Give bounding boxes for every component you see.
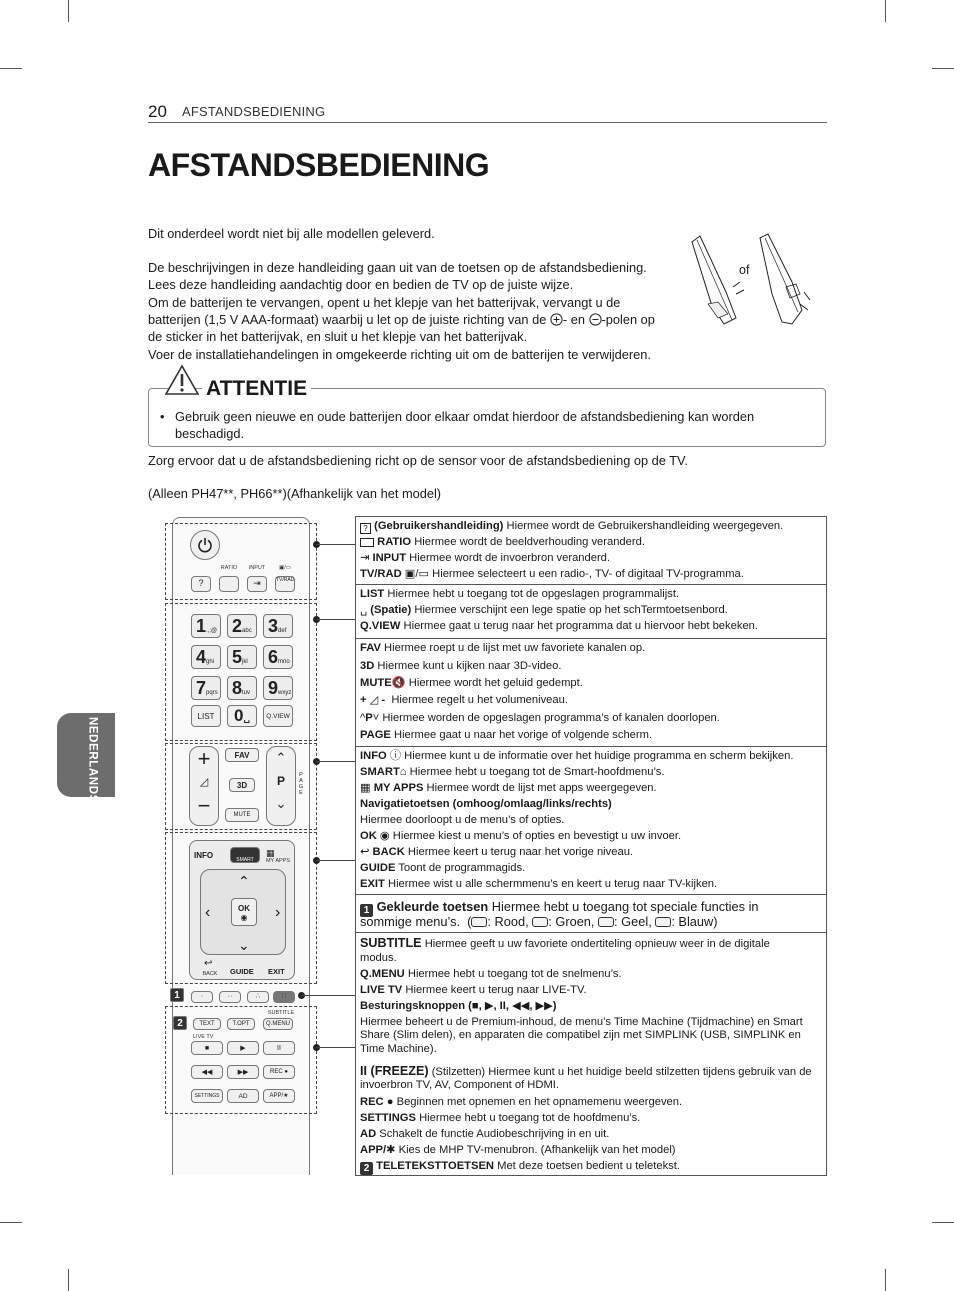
volume-icon: ◿: [369, 694, 379, 706]
minus-pole-icon: [589, 313, 602, 326]
plus-pole-icon: [550, 313, 563, 326]
language-tab: [57, 713, 115, 803]
caution-title: ATTENTIE: [202, 375, 311, 404]
desc-section-bottom: SUBTITLE Hiermee geeft u uw favoriete ondertiteling opnieuw weer in de digitale modus. Q.MENU Hiermee hebt u toegang tot de snelmenu’s. LIVE TV Hiermee keert u terug naar LIVE-TV. Besturingsknoppen (■, ▶, II, ◀◀, ▶▶) Hiermee beheert u de Premium-inhoud, de menu’s Time Machine (Tijdmachine) en Smart Share (Slim delen), en apparaten die compatibel zijn met SIMPLINK (USB, SIMPLINK en Time Machine). II (FREEZE) (Stilzetten) Hiermee kunt u het huidige beeld stilzetten tijdens gebruik van de invoerbron TV, AV, Component of HDMI. REC ● Beginnen met opnemen en het opnamemenu weergeven. SETTINGS Hiermee hebt u toegang tot de hoofdmenu’s. AD Schakelt de functie Audiobeschrijving in en uit. APP/✱ Kies de MHP TV-menubron. (Afhankelijk van het model) 2 TELETEKSTTOETSEN Met deze toetsen bedient u teletekst.: [360, 936, 812, 1174]
3d-icon: 3D: [360, 660, 375, 672]
p-label: P: [276, 774, 285, 788]
qview-button: Q.VIEW: [263, 705, 293, 727]
play-button: ▶: [227, 1041, 259, 1055]
green-key-icon: [532, 917, 548, 927]
page-number: 20: [148, 102, 167, 121]
settings-button: SETTINGS: [191, 1089, 223, 1103]
topt-button: T.OPT: [227, 1018, 255, 1030]
ratio-label: RATIO: [220, 565, 238, 571]
blue-key-icon: [655, 917, 671, 927]
forward-button: ▶▶: [227, 1065, 259, 1079]
model-note: (Alleen PH47**, PH66**)(Afhankelijk van het model): [148, 486, 442, 501]
program-rocker: ⌃ P ⌄: [266, 746, 296, 826]
desc-section-colored: 1 Gekleurde toetsen Hiermee hebt u toegang tot speciale functies in sommige menu’s. ( : Rood, : Groen, : Geel, : Blauw): [356, 895, 826, 933]
green-button: ··: [219, 991, 241, 1003]
yellow-key-icon: [598, 917, 614, 927]
number-key-digit: 2: [232, 616, 243, 636]
callout-group-bottom: [165, 1006, 317, 1114]
intro-text: batterijen (1,5 V AAA-formaat) waarbij u let op de juiste richting van de: [148, 312, 547, 327]
ok-icon: ◉: [379, 830, 390, 842]
number-key-digit: 3: [268, 616, 279, 636]
number-key-digit: 5: [232, 647, 243, 667]
crop-mark: [885, 0, 886, 22]
up-icon: ^: [360, 712, 366, 724]
number-key-letters: ghi: [206, 659, 215, 665]
battery-cover-illustration: [688, 232, 828, 332]
callout-group-volume: [165, 743, 317, 830]
intro-line: de sticker in het batterijvak, en sluit u het klepje van het batterijvak.: [148, 329, 528, 344]
stop-button: ■: [191, 1041, 223, 1055]
back-icon: ↩: [204, 958, 213, 969]
help-icon: ?: [360, 523, 371, 534]
pause-button: II: [263, 1041, 295, 1055]
button-description-table: [355, 516, 827, 1176]
3d-button: 3D: [229, 778, 255, 792]
red-key-icon: [471, 917, 487, 927]
marker-1: 1: [170, 988, 184, 1002]
desc-section-top: ? (Gebruikershandleiding) Hiermee wordt de Gebruikershandleiding weergegeven. RATIO Hiermee wordt de beeldverhouding veranderd. ⇥ INPUT Hiermee wordt de invoerbron veranderd. TV/RAD ▣/▭ Hiermee selecteert u een radio-, TV- of digitaal TV-programma.: [356, 517, 826, 585]
callout-group-navigation: [165, 832, 317, 984]
tv-icon: ▣/▭: [404, 568, 430, 580]
my-apps-icon: ▦: [266, 848, 275, 858]
input-icon: ⇥: [360, 552, 370, 564]
yellow-button: ∴: [247, 991, 269, 1003]
up-arrow-icon: ⌃: [238, 873, 250, 889]
app-button: APP/★: [263, 1089, 295, 1103]
intro-line: Lees deze handleiding aandachtig door en bedien de TV op de juiste wijze.: [148, 277, 574, 292]
rewind-button: ◀◀: [191, 1065, 223, 1079]
smart-label: SMART: [236, 857, 254, 863]
mute-button: MUTE: [225, 808, 259, 822]
my-apps-label: MY APPS: [265, 858, 291, 864]
callout-group-numbers: [165, 603, 317, 741]
back-icon: ↩: [360, 846, 370, 858]
number-key-letters: pqrs: [206, 690, 218, 696]
bullet: •: [160, 410, 165, 424]
language-tab-label: NEDERLANDS: [86, 717, 99, 803]
number-key-letters: jkl: [242, 659, 248, 665]
list-button: LIST: [191, 705, 221, 727]
intro-line: Voer de installatiehandelingen in omgekeerde richting uit om de batterijen te verwijderen.: [148, 347, 651, 362]
info-icon: ⓘ: [389, 750, 402, 762]
page-header: [148, 100, 827, 123]
aim-instruction: Zorg ervoor dat u de afstandsbediening richt op de sensor voor de afstandsbediening op de TV.: [148, 453, 688, 468]
app-label: APP/: [269, 1093, 284, 1099]
crop-mark: [68, 0, 69, 22]
callout-group-top: [165, 523, 317, 600]
back-label: BACK: [202, 971, 218, 977]
left-arrow-icon: ‹: [205, 904, 211, 921]
number-key-letters: mno: [278, 659, 290, 665]
intro-text: - en: [562, 312, 585, 327]
help-button: ?: [191, 576, 211, 592]
or-label: of: [739, 263, 750, 277]
ok-button: OK ◉: [231, 898, 257, 926]
home-icon: ⌂: [399, 766, 407, 778]
red-button: ·: [191, 991, 213, 1003]
right-arrow-icon: ›: [275, 904, 281, 921]
number-key-letters: wxyz: [278, 690, 292, 696]
subtitle-label: SUBTITLE: [267, 1010, 295, 1016]
apps-grid-icon: ▦: [360, 782, 371, 794]
volume-rocker: + ◿ −: [189, 746, 219, 826]
number-key-letters: .,;@: [206, 628, 218, 634]
warning-icon: [164, 364, 200, 396]
number-key-digit: 7: [196, 678, 207, 698]
number-key-digit: 9: [268, 678, 279, 698]
crop-mark: [0, 68, 22, 69]
text-button: TEXT: [193, 1018, 221, 1030]
space-icon: ␣: [360, 604, 368, 616]
running-title: AFSTANDSBEDIENING: [182, 104, 326, 119]
desc-section-list: LIST Hiermee hebt u toegang tot de opgeslagen programmalijst. ␣ (Spatie) Hiermee verschijnt een lege spatie op het schTermtoetsenbord. Q.VIEW Hiermee gaat u terug naar het programma dat u hiervoor hebt bekeken.: [356, 585, 826, 639]
intro-line: Dit onderdeel wordt niet bij alle modellen geleverd.: [148, 226, 435, 241]
tv-icon: ▣/▭: [279, 565, 291, 571]
tvrad-button: TV/RAD: [275, 576, 295, 592]
speaker-icon: 🔇: [391, 677, 406, 689]
crop-mark: [68, 1269, 69, 1291]
rec-button: REC ●: [263, 1065, 295, 1079]
intro-line: Om de batterijen te vervangen, opent u het klepje van het batterijvak, vervangt u de: [148, 295, 621, 310]
star-icon: ✱: [386, 1144, 396, 1156]
crop-mark: [932, 68, 954, 69]
crop-mark: [885, 1269, 886, 1291]
info-label: INFO: [194, 851, 214, 860]
ratio-icon: [360, 538, 374, 547]
marker-2: 2: [173, 1016, 187, 1030]
rec-label: REC: [270, 1069, 283, 1075]
ok-label: OK: [238, 904, 250, 913]
fav-button: FAV: [225, 748, 259, 762]
live-tv-label: LIVE TV: [193, 1034, 214, 1040]
record-icon: ●: [386, 1096, 394, 1108]
crop-mark: [0, 1222, 22, 1223]
desc-section-navigation: INFO ⓘ Hiermee kunt u de informatie over het huidige programma en scherm bekijken. SMART⌂ Hiermee hebt u toegang tot de Smart-hoofdmenu’s. ▦ MY APPS Hiermee wordt de lijst met apps weergegeven. Navigatietoetsen (omhoog/omlaag/links/rechts) Hiermee doorloopt u de menu’s of opties. OK ◉ Hiermee kiest u menu’s of opties en bevestigt u uw invoer. ↩ BACK Hiermee keert u terug naar het vorige niveau. GUIDE Toont de programmagids. EXIT Hiermee wist u alle schermmenu’s en keert u terug naar TV-kijken.: [356, 747, 826, 895]
blue-button: ∷: [273, 991, 295, 1003]
intro-text: -polen op: [601, 312, 655, 327]
input-label: INPUT: [248, 565, 266, 571]
desc-section-volume: FAV Hiermee roept u de lijst met uw favoriete kanalen op. 3D Hiermee kunt u kijken naar 3D-video. MUTE🔇 Hiermee wordt het geluid gedempt. + ◿ - Hiermee regelt u het volumeniveau. ^P˅ Hiermee worden de opgeslagen programma’s of kanalen doorlopen. PAGE Hiermee gaat u naar het vorige of volgende scherm.: [356, 639, 826, 747]
down-icon: ˅: [372, 712, 380, 724]
qmenu-button: Q.MENU: [263, 1018, 293, 1030]
page-label: PAGE: [298, 772, 304, 796]
ad-button: AD: [227, 1089, 259, 1103]
intro-line: [148, 311, 655, 328]
zero-label: 0: [234, 706, 244, 725]
number-key-digit: 1: [196, 616, 207, 636]
page-title: AFSTANDSBEDIENING: [148, 147, 490, 183]
number-key-digit: 8: [232, 678, 243, 698]
number-key-letters: abc: [242, 628, 252, 634]
zero-button: 0␣: [227, 705, 257, 727]
exit-label: EXIT: [268, 967, 285, 976]
guide-label: GUIDE: [230, 967, 254, 976]
down-arrow-icon: ⌄: [238, 937, 250, 953]
caution-text: Gebruik geen nieuwe en oude batterijen door elkaar omdat hierdoor de afstandsbediening kan worden beschadigd.: [175, 409, 755, 441]
crop-mark: [932, 1222, 954, 1223]
number-key-digit: 6: [268, 647, 279, 667]
input-button: ⇥: [247, 576, 267, 592]
number-key-letters: tuv: [242, 690, 251, 696]
number-key-digit: 4: [196, 647, 207, 667]
number-key-letters: def: [278, 628, 287, 634]
intro-line: De beschrijvingen in deze handleiding gaan uit van de toetsen op de afstandsbediening.: [148, 260, 647, 275]
